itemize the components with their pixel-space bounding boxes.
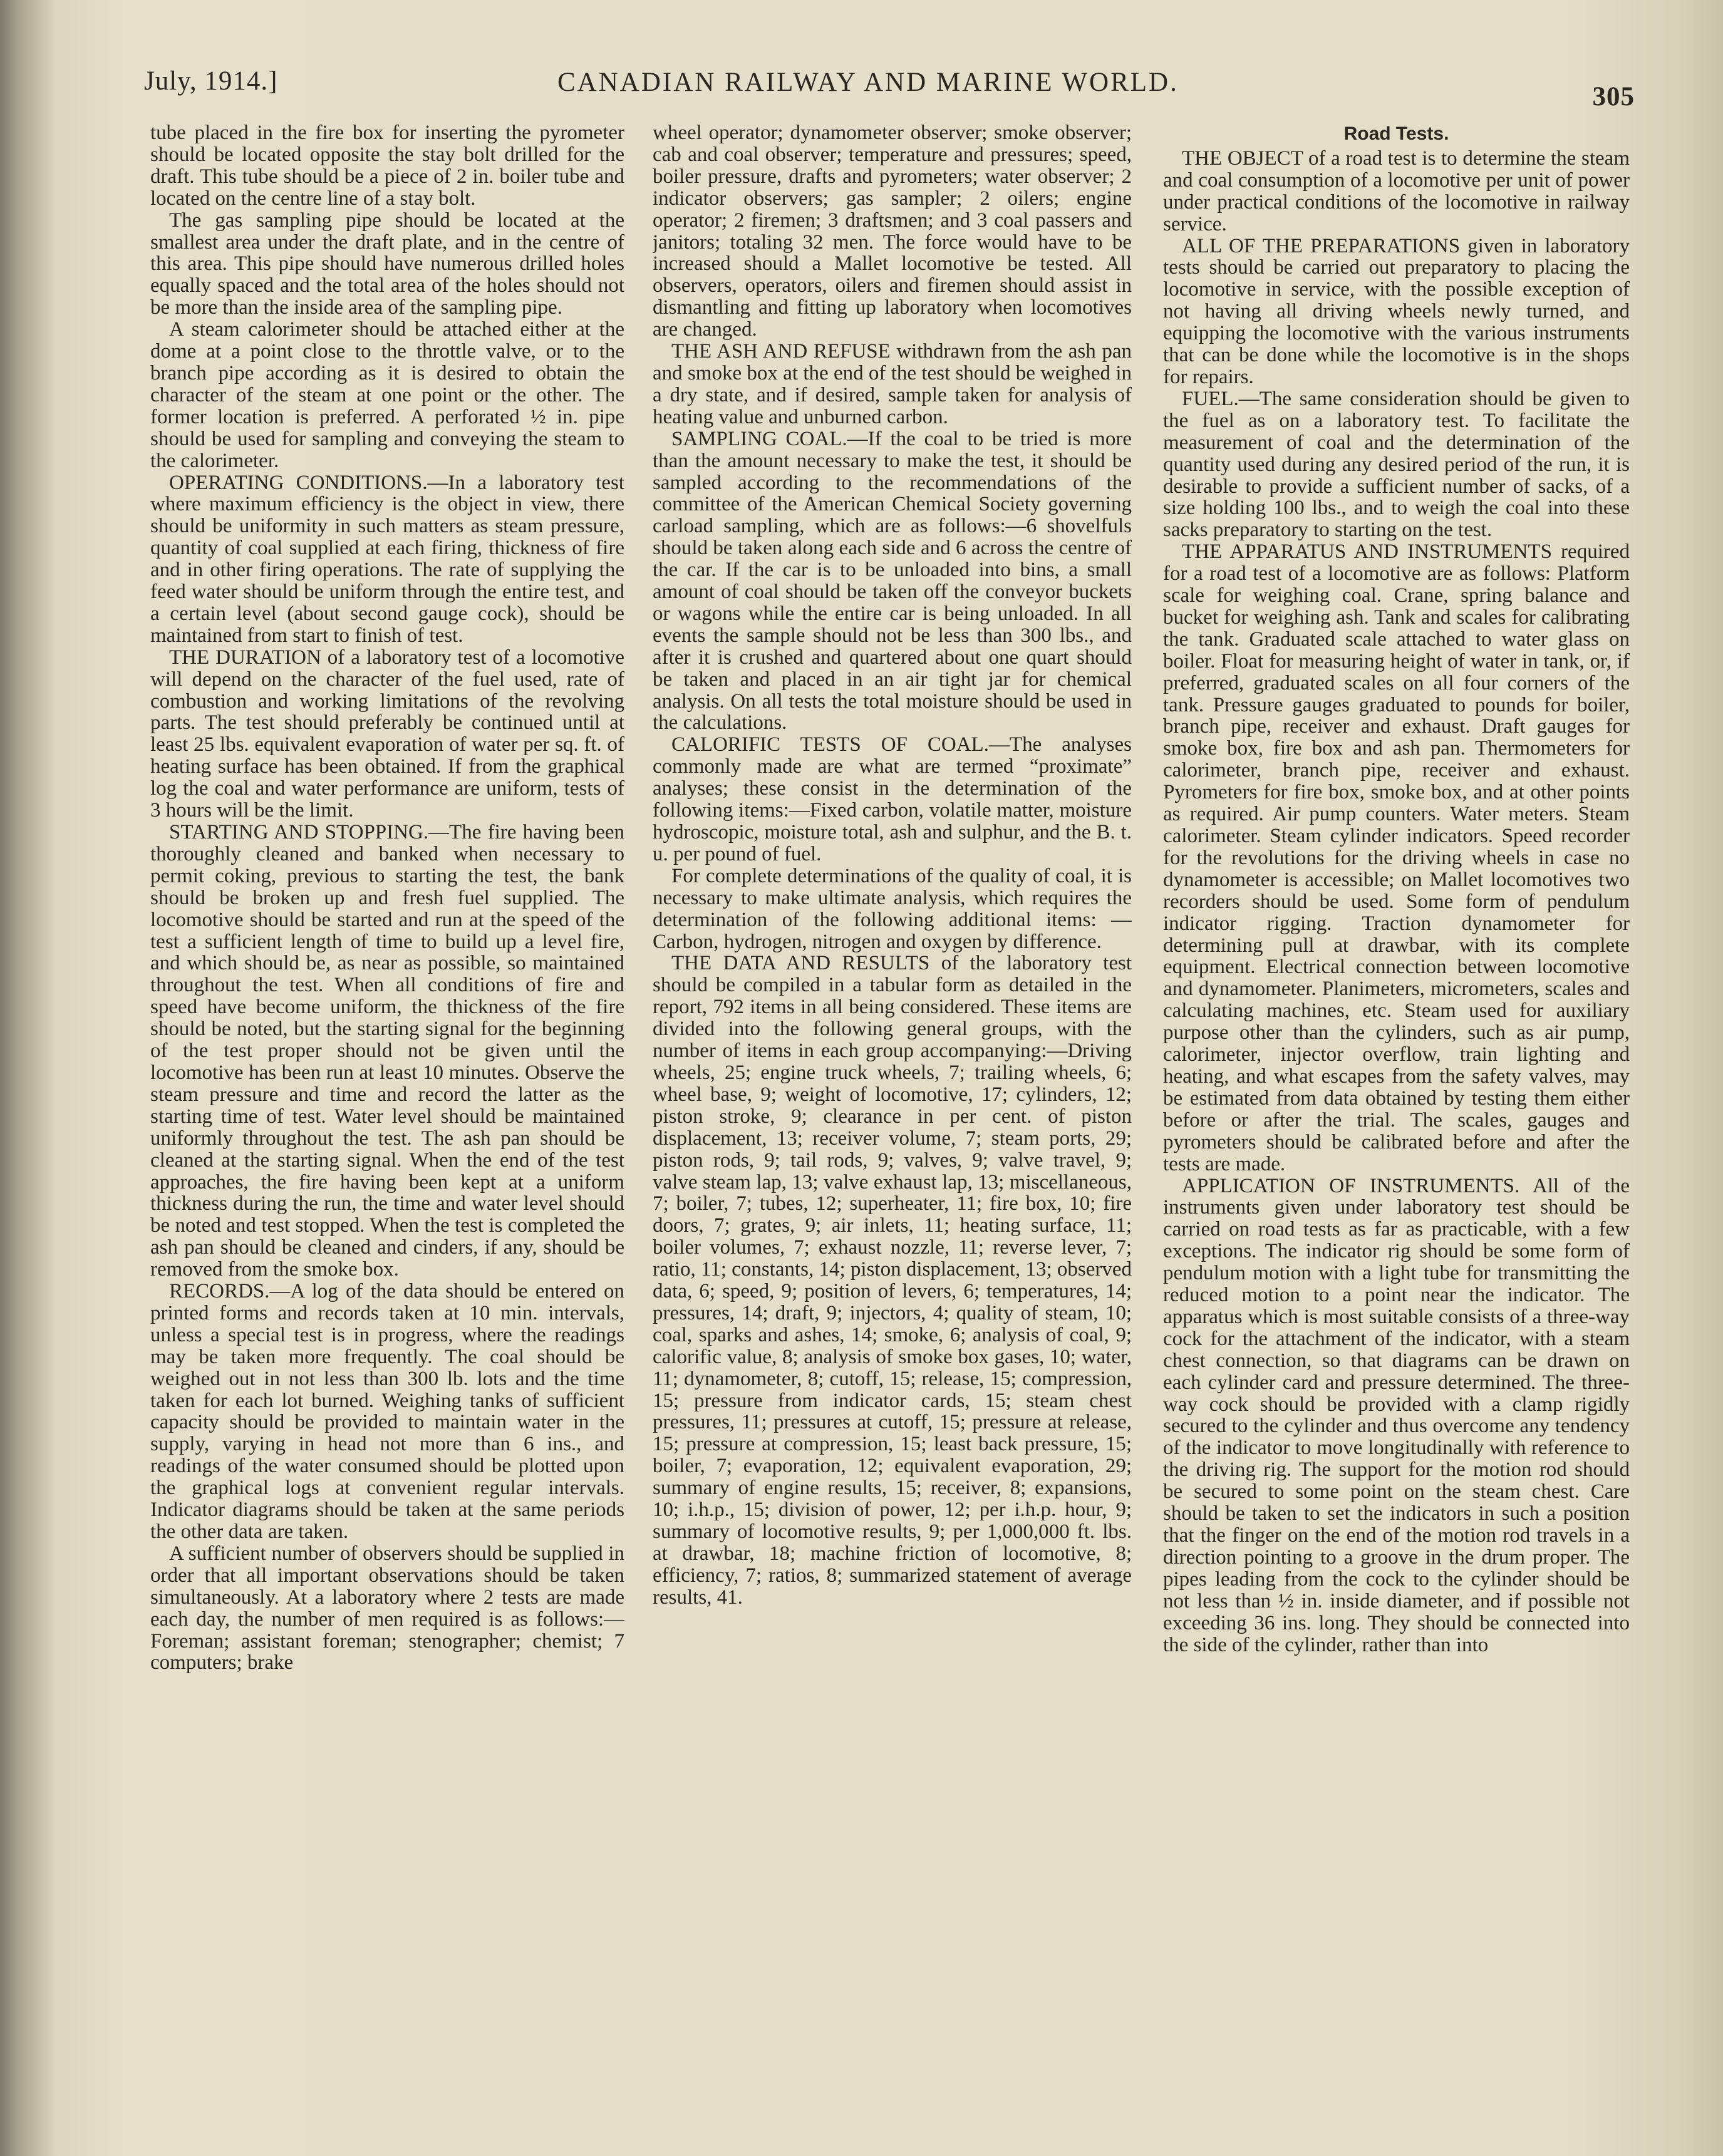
paragraph: FUEL.—The same consideration should be given to the fuel as on a laboratory test. To facilitate the measurement of coal and the determination of the quantity used during any desired period of the run, it is desirable to provide a sufficient number of sacks, of a size holding 100 lbs., and to weigh the coal into these sacks preparatory to starting on the test.	[1163, 387, 1630, 542]
issue-date: July, 1914.]	[144, 66, 278, 96]
paragraph: SAMPLING COAL.—If the coal to be tried is more than the amount necessary to make the test, it should be sampled according to the recommendations of the committee of the American Chemical Society governing carload sampling, which are as follows:—6 shovelfuls should be taken along each side and 6 across the centre of the car. If the car is to be unloaded into bins, a small amount of coal should be taken off the conveyor buckets or wagons while the entire car is being unloaded. In all events the sample should not be less than 300 lbs., and after it is crushed and quartered about one quart should be taken and placed in an air tight jar for chemical analysis. On all tests the total moisture should be used in the calculations.	[653, 427, 1132, 735]
paragraph: The gas sampling pipe should be located at the smallest area under the draft plate, and in the centre of this area. This pipe should have numerous drilled holes equally spaced and the total area of the holes should not be more than the inside area of the sampling pipe.	[150, 209, 624, 319]
paragraph: THE OBJECT of a road test is to determine the steam and coal consumption of a locomotive per unit of power under practical conditions of the locomotive in railway service.	[1163, 147, 1630, 235]
paragraph: CALORIFIC TESTS OF COAL.—The analyses commonly made are what are termed “proximate” analyses; these consist in the determination of the following items:—Fixed carbon, volatile matter, moisture hydroscopic, moisture total, ash and sulphur, and the B. t. u. per pound of fuel.	[653, 733, 1132, 865]
running-header	[144, 59, 1635, 110]
section-heading: Road Tests.	[1343, 123, 1449, 144]
paragraph: OPERATING CONDITIONS.—In a laboratory test where maximum efficiency is the object in view, there should be uniformity in such matters as steam pressure, quantity of coal supplied at each firing, thickness of fire and in other firing operations. The rate of supplying the feed water should be uniform through the entire test, and a certain level (about second gauge cock), should be maintained from start to finish of test.	[150, 471, 624, 647]
paragraph: For complete determinations of the quality of coal, it is necessary to make ultimate analysis, which requires the determination of the following additional items: —Carbon, hydrogen, nitrogen and oxygen by difference.	[653, 864, 1132, 953]
paragraph: A sufficient number of observers should be supplied in order that all important observations should be taken simultaneously. At a laboratory where 2 tests are made each day, the number of men required is as follows:—Foreman; assistant foreman; stenographer; chemist; 7 computers; brake	[150, 1542, 624, 1674]
paragraph: THE DURATION of a laboratory test of a locomotive will depend on the character of the fuel used, rate of combustion and working limitations of the revolving parts. The test should preferably be continued until at least 25 lbs. equivalent evaporation of water per sq. ft. of heating surface has been obtained. If from the graphical log the coal and water performance are uniform, tests of 3 hours will be the limit.	[150, 646, 624, 822]
paragraph: RECORDS.—A log of the data should be entered on printed forms and records taken at 10 min. intervals, unless a special test is in progress, where the readings may be taken more frequently. The coal should be weighed out in not less than 300 lb. lots and the time taken for each lot burned. Weighing tanks of sufficient capacity should be provided to maintain water in the supply, varying in head not more than 6 ins., and readings of the water consumed should be plotted upon the graphical logs at convenient regular intervals. Indicator diagrams should be taken at the same periods the other data are taken.	[150, 1280, 624, 1543]
paragraph: THE DATA AND RESULTS of the laboratory test should be compiled in a tabular form as detailed in the report, 792 items in all being considered. These items are divided into the following general groups, with the number of items in each group accompanying:—Driving wheels, 25; engine truck wheels, 7; trailing wheels, 6; wheel base, 9; weight of locomotive, 17; cylinders, 12; piston stroke, 9; clearance in per cent. of piston displacement, 13; receiver volume, 7; steam ports, 29; piston rods, 9; tail rods, 9; valves, 9; valve travel, 9; valve steam lap, 13; valve exhaust lap, 13; miscellaneous, 7; boiler, 7; tubes, 12; superheater, 11; fire box, 10; fire doors, 7; grates, 9; air inlets, 11; heating surface, 11; boiler volumes, 7; exhaust nozzle, 11; reverse lever, 7; ratio, 11; constants, 14; piston displacement, 13; observed data, 6; speed, 9; position of levers, 6; temperatures, 14; pressures, 14; draft, 9; injectors, 4; quality of steam, 10; coal, sparks and ashes, 14; smoke, 6; analysis of coal, 9; calorific value, 8; analysis of smoke box gases, 10; water, 11; dynamometer, 8; cutoff, 15; release, 15; compression, 15; pressure from indicator cards, 15; steam chest pressures, 11; pressures at cutoff, 15; pressure at release, 15; pressure at compression, 15; least back pressure, 15; boiler, 7; evaporation, 12; equivalent evaporation, 29; summary of engine results, 15; receiver, 8; expansions, 10; i.h.p., 15; division of power, 12; per i.h.p. hour, 9; summary of locomotive results, 9; per 1,000,000 ft. lbs. at drawbar, 18; machine friction of locomotive, 8; efficiency, 7; ratios, 8; summarized statement of average results, 41.	[653, 952, 1132, 1609]
paragraph: APPLICATION OF INSTRUMENTS. All of the instruments given under laboratory test should be carried on road tests as far as practicable, with a few exceptions. The indicator rig should be some form of pendulum motion with a light tube for transmitting the reduced motion to a point near the indicator. The apparatus which is most suitable consists of a three-way cock for the attachment of the indicator, with a steam chest connection, so that diagrams can be drawn on each cylinder card and pressure determined. The three-way cock should be provided with a clamp rigidly secured to the cylinder and thus overcome any tendency of the indicator to move longitudinally with reference to the driving rig. The support for the motion rod should be secured to some point on the steam chest. Care should be taken to set the indicators in such a position that the finger on the end of the motion rod travels in a direction pointing to a groove in the drum proper. The pipes leading from the cock to the cylinder should be not less than ½ in. inside diameter, and if possible not exceeding 36 ins. long. They should be connected into the side of the cylinder, rather than into	[1163, 1174, 1630, 1656]
journal-title: CANADIAN RAILWAY AND MARINE WORLD.	[557, 68, 1179, 97]
paragraph: ALL OF THE PREPARATIONS given in laboratory tests should be carried out preparatory to placing the locomotive in service, with the possible exception of not having all driving wheels newly turned, and equipping the locomotive with the various instruments that can be done while the locomotive is in the shops for repairs.	[1163, 234, 1630, 388]
column-left	[150, 122, 624, 2113]
paragraph: tube placed in the fire box for inserting the pyrometer should be located opposite the stay bolt drilled for the draft. This tube should be a piece of 2 in. boiler tube and located on the centre line of a stay bolt.	[150, 122, 624, 210]
paragraph: THE ASH AND REFUSE withdrawn from the ash pan and smoke box at the end of the test should be weighed in a dry state, and if desired, sample taken for analysis of heating value and unburned carbon.	[653, 340, 1132, 428]
paragraph: THE APPARATUS AND INSTRUMENTS required for a road test of a locomotive are as follows: Platform scale for weighing coal. Crane, spring balance and bucket for weighing ash. Tank and scales for calibrating the tank. Graduated scale attached to water glass on boiler. Float for measuring height of water in tank, or, if preferred, graduated scales on all four corners of the tank. Pressure gauges graduated to pounds for boiler, branch pipe, receiver and exhaust. Draft gauges for smoke box, fire box and ash pan. Thermometers for calorimeter, branch pipe, receiver and exhaust. Pyrometers for fire box, smoke box, and at other points as required. Air pump counters. Water meters. Steam calorimeter. Steam cylinder indicators. Speed recorder for the revolutions for the driving wheels in case no dynamometer is accessible; on Mallet locomotives two recorders should be used. Some form of pendulum indicator rigging. Traction dynamometer for determining pull at drawbar, with its complete equipment. Electrical connection between locomotive and dynamometer. Planimeters, micrometers, scales and calculating machines, etc. Steam used for auxiliary purpose other than the cylinders, such as air pump, calorimeter, injector overflow, train lighting and heating, and what escapes from the safety valves, may be estimated from data obtained by testing them either before or after the trial. The scales, gauges and pyrometers should be calibrated before and after the tests are made.	[1163, 540, 1630, 1175]
column-middle	[653, 122, 1132, 2113]
paragraph: A steam calorimeter should be attached either at the dome at a point close to the throttle valve, or to the branch pipe according as it is desired to obtain the character of the steam at one point or the other. The former location is preferred. A perforated ½ in. pipe should be used for sampling and conveying the steam to the calorimeter.	[150, 318, 624, 472]
page-number: 305	[1592, 82, 1635, 111]
column-right	[1163, 122, 1630, 2113]
paragraph: wheel operator; dynamometer observer; smoke observer; cab and coal observer; temperature and pressures; speed, boiler pressure, drafts and pyrometers; water observer; 2 indicator observers; gas sampler; 2 oilers; engine operator; 2 firemen; 3 draftsmen; and 3 coal passers and janitors; totaling 32 men. The force would have to be increased should a Mallet locomotive be tested. All observers, operators, oilers and firemen should assist in dismantling and fitting up laboratory when locomotives are changed.	[653, 122, 1132, 341]
paragraph: STARTING AND STOPPING.—The fire having been thoroughly cleaned and banked when necessary to permit coking, previous to starting the test, the bank should be broken up and fresh fuel supplied. The locomotive should be started and run at the speed of the test a sufficient length of time to build up a level fire, and which should be, as near as possible, so maintained throughout the test. When all conditions of fire and speed have become uniform, the thickness of the fire should be noted, but the starting signal for the beginning of the test proper should not be given until the locomotive has been run at least 10 minutes. Observe the steam pressure and time and record the latter as the starting time of test. Water level should be maintained uniformly throughout the test. The ash pan should be cleaned at the starting signal. When the end of the test approaches, the fire having been kept at a uniform thickness during the run, the time and water level should be noted and test stopped. When the test is completed the ash pan should be cleaned and cinders, if any, should be removed from the smoke box.	[150, 821, 624, 1281]
